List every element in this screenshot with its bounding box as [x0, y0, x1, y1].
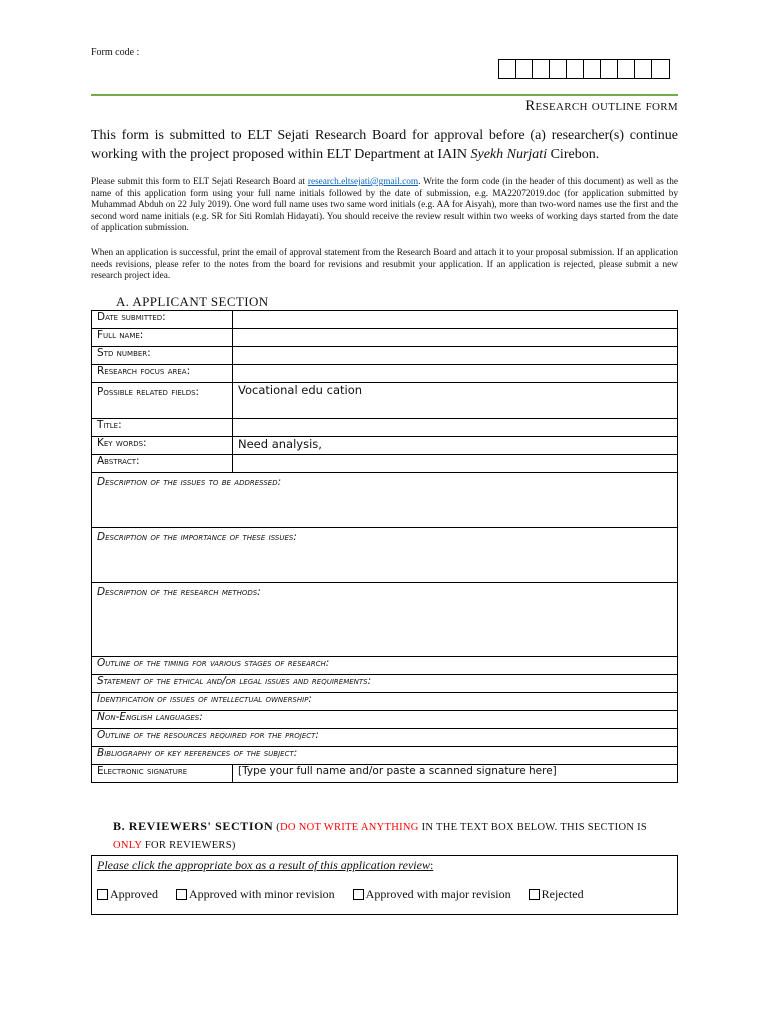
table-row	[92, 747, 678, 765]
header-divider	[91, 94, 678, 96]
form-code-box[interactable]	[567, 60, 584, 78]
section-b-only: ONLY	[113, 840, 142, 851]
intro-institution-name: Syekh Nurjati	[470, 147, 548, 162]
review-options	[97, 887, 584, 902]
section-b-warning: DO NOT WRITE ANYTHING	[280, 822, 419, 833]
checkbox-icon[interactable]	[529, 889, 540, 900]
section-b-paren: (	[273, 822, 281, 833]
review-prompt-colon: :	[429, 858, 434, 872]
form-code-box[interactable]	[499, 60, 516, 78]
table-row	[92, 693, 678, 711]
checkbox-icon[interactable]	[176, 889, 187, 900]
research-focus-field[interactable]	[233, 365, 678, 383]
table-row	[92, 329, 678, 347]
related-fields-field[interactable]: Vocational edu cation	[233, 383, 678, 419]
electronic-signature-field[interactable]: [Type your full name and/or paste a scanned signature here]	[233, 765, 678, 783]
checkbox-icon[interactable]	[97, 889, 108, 900]
option-approved[interactable]	[97, 887, 158, 902]
bibliography-field[interactable]: Bibliography of key references of the subject:	[92, 747, 678, 765]
applicant-table	[91, 310, 678, 783]
row-label: Key words:	[92, 437, 233, 455]
form-code-box[interactable]	[533, 60, 550, 78]
intro-text: This form is submitted to ELT Sejati Research Board for approval before (a) researcher(s) continue working with the project proposed within ELT Department at IAIN	[91, 128, 678, 162]
table-row	[92, 711, 678, 729]
table-row	[92, 311, 678, 329]
option-label: Approved	[110, 887, 158, 901]
methods-description-field[interactable]: Description of the research methods:	[92, 583, 678, 657]
form-title: Research outline form	[525, 98, 678, 114]
non-english-languages-field[interactable]: Non-English languages:	[92, 711, 678, 729]
option-approved-major[interactable]	[353, 887, 511, 902]
option-label: Approved with minor revision	[189, 887, 335, 901]
title-field[interactable]	[233, 419, 678, 437]
std-number-field[interactable]	[233, 347, 678, 365]
row-label: Abstract:	[92, 455, 233, 473]
form-code-box[interactable]	[618, 60, 635, 78]
table-row	[92, 765, 678, 783]
section-a-heading: A. APPLICANT SECTION	[116, 294, 269, 309]
row-label: Full name:	[92, 329, 233, 347]
table-row	[92, 657, 678, 675]
intellectual-ownership-field[interactable]: Identification of issues of intellectual ownership:	[92, 693, 678, 711]
instructions-text-cont: . Write the form code (in the header of this document) as well as the name of this application form using your full name initials followed by the date of submission, e.g. MA22072019.doc (for application submitted by Muhammad Abduh on 22 July 2019). One word full name uses two same word initials (e.g. AA for Aisyah), more than two-word names use the first and the second word name initials (e.g. SR for Siti Romlah Hidayati). You should receive the review result within two weeks of working days started from the date of application submission.	[91, 177, 678, 234]
signature-label: Electronic signature	[92, 765, 233, 783]
row-label: Possible related fields:	[92, 383, 233, 419]
row-label: Research focus area:	[92, 365, 233, 383]
timing-outline-field[interactable]: Outline of the timing for various stages of research:	[92, 657, 678, 675]
table-row	[92, 528, 678, 583]
form-code-box[interactable]	[635, 60, 652, 78]
instructions-text: Please submit this form to ELT Sejati Research Board at	[91, 177, 308, 187]
section-b-note-end: FOR REVIEWERS)	[141, 840, 236, 851]
checkbox-icon[interactable]	[353, 889, 364, 900]
table-row	[92, 383, 678, 419]
abstract-field[interactable]	[233, 455, 678, 473]
section-b-title: B. REVIEWERS' SECTION	[113, 819, 274, 833]
email-link[interactable]: research.eltsejati@gmail.com	[307, 177, 419, 187]
date-submitted-field[interactable]	[233, 311, 678, 329]
table-row	[92, 583, 678, 657]
importance-description-field[interactable]: Description of the importance of these issues:	[92, 528, 678, 583]
review-prompt-text: Please click the appropriate box as a result of this application review	[97, 858, 430, 872]
option-approved-minor[interactable]	[176, 887, 335, 902]
table-row	[92, 347, 678, 365]
table-row	[92, 729, 678, 747]
intro-paragraph	[91, 126, 678, 164]
issues-description-field[interactable]: Description of the issues to be addressed:	[92, 473, 678, 528]
row-label: Title:	[92, 419, 233, 437]
full-name-field[interactable]	[233, 329, 678, 347]
form-code-box[interactable]	[652, 60, 669, 78]
table-row	[92, 437, 678, 455]
row-label: Date submitted:	[92, 311, 233, 329]
section-b-heading	[113, 818, 647, 854]
table-row	[92, 473, 678, 528]
intro-text-end: Cirebon.	[547, 147, 600, 162]
form-code-box[interactable]	[516, 60, 533, 78]
ethical-statement-field[interactable]: Statement of the ethical and/or legal issues and requirements:	[92, 675, 678, 693]
instructions-paragraph-2: When an application is successful, print the email of approval statement from the Research Board and attach it to your proposal submission. If an application needs revisions, please refer to the notes from the board for revisions and resubmit your application. If an application is rejected, please submit a new research project idea.	[91, 248, 678, 282]
form-code-boxes[interactable]	[498, 59, 670, 79]
instructions-paragraph-1	[91, 177, 678, 235]
table-row	[92, 365, 678, 383]
resources-outline-field[interactable]: Outline of the resources required for the project:	[92, 729, 678, 747]
section-b-note: IN THE TEXT BOX BELOW. THIS SECTION IS	[418, 822, 648, 833]
table-row	[92, 675, 678, 693]
form-code-label: Form code :	[91, 47, 140, 58]
review-prompt	[97, 858, 433, 873]
table-row	[92, 455, 678, 473]
form-code-box[interactable]	[584, 60, 601, 78]
form-code-box[interactable]	[550, 60, 567, 78]
option-label: Approved with major revision	[365, 887, 511, 901]
form-code-box[interactable]	[601, 60, 618, 78]
row-label: Std number:	[92, 347, 233, 365]
table-row	[92, 419, 678, 437]
reviewer-box	[91, 855, 678, 915]
keywords-field[interactable]: Need analysis,	[233, 437, 678, 455]
option-rejected[interactable]	[529, 887, 584, 902]
option-label: Rejected	[541, 887, 584, 901]
